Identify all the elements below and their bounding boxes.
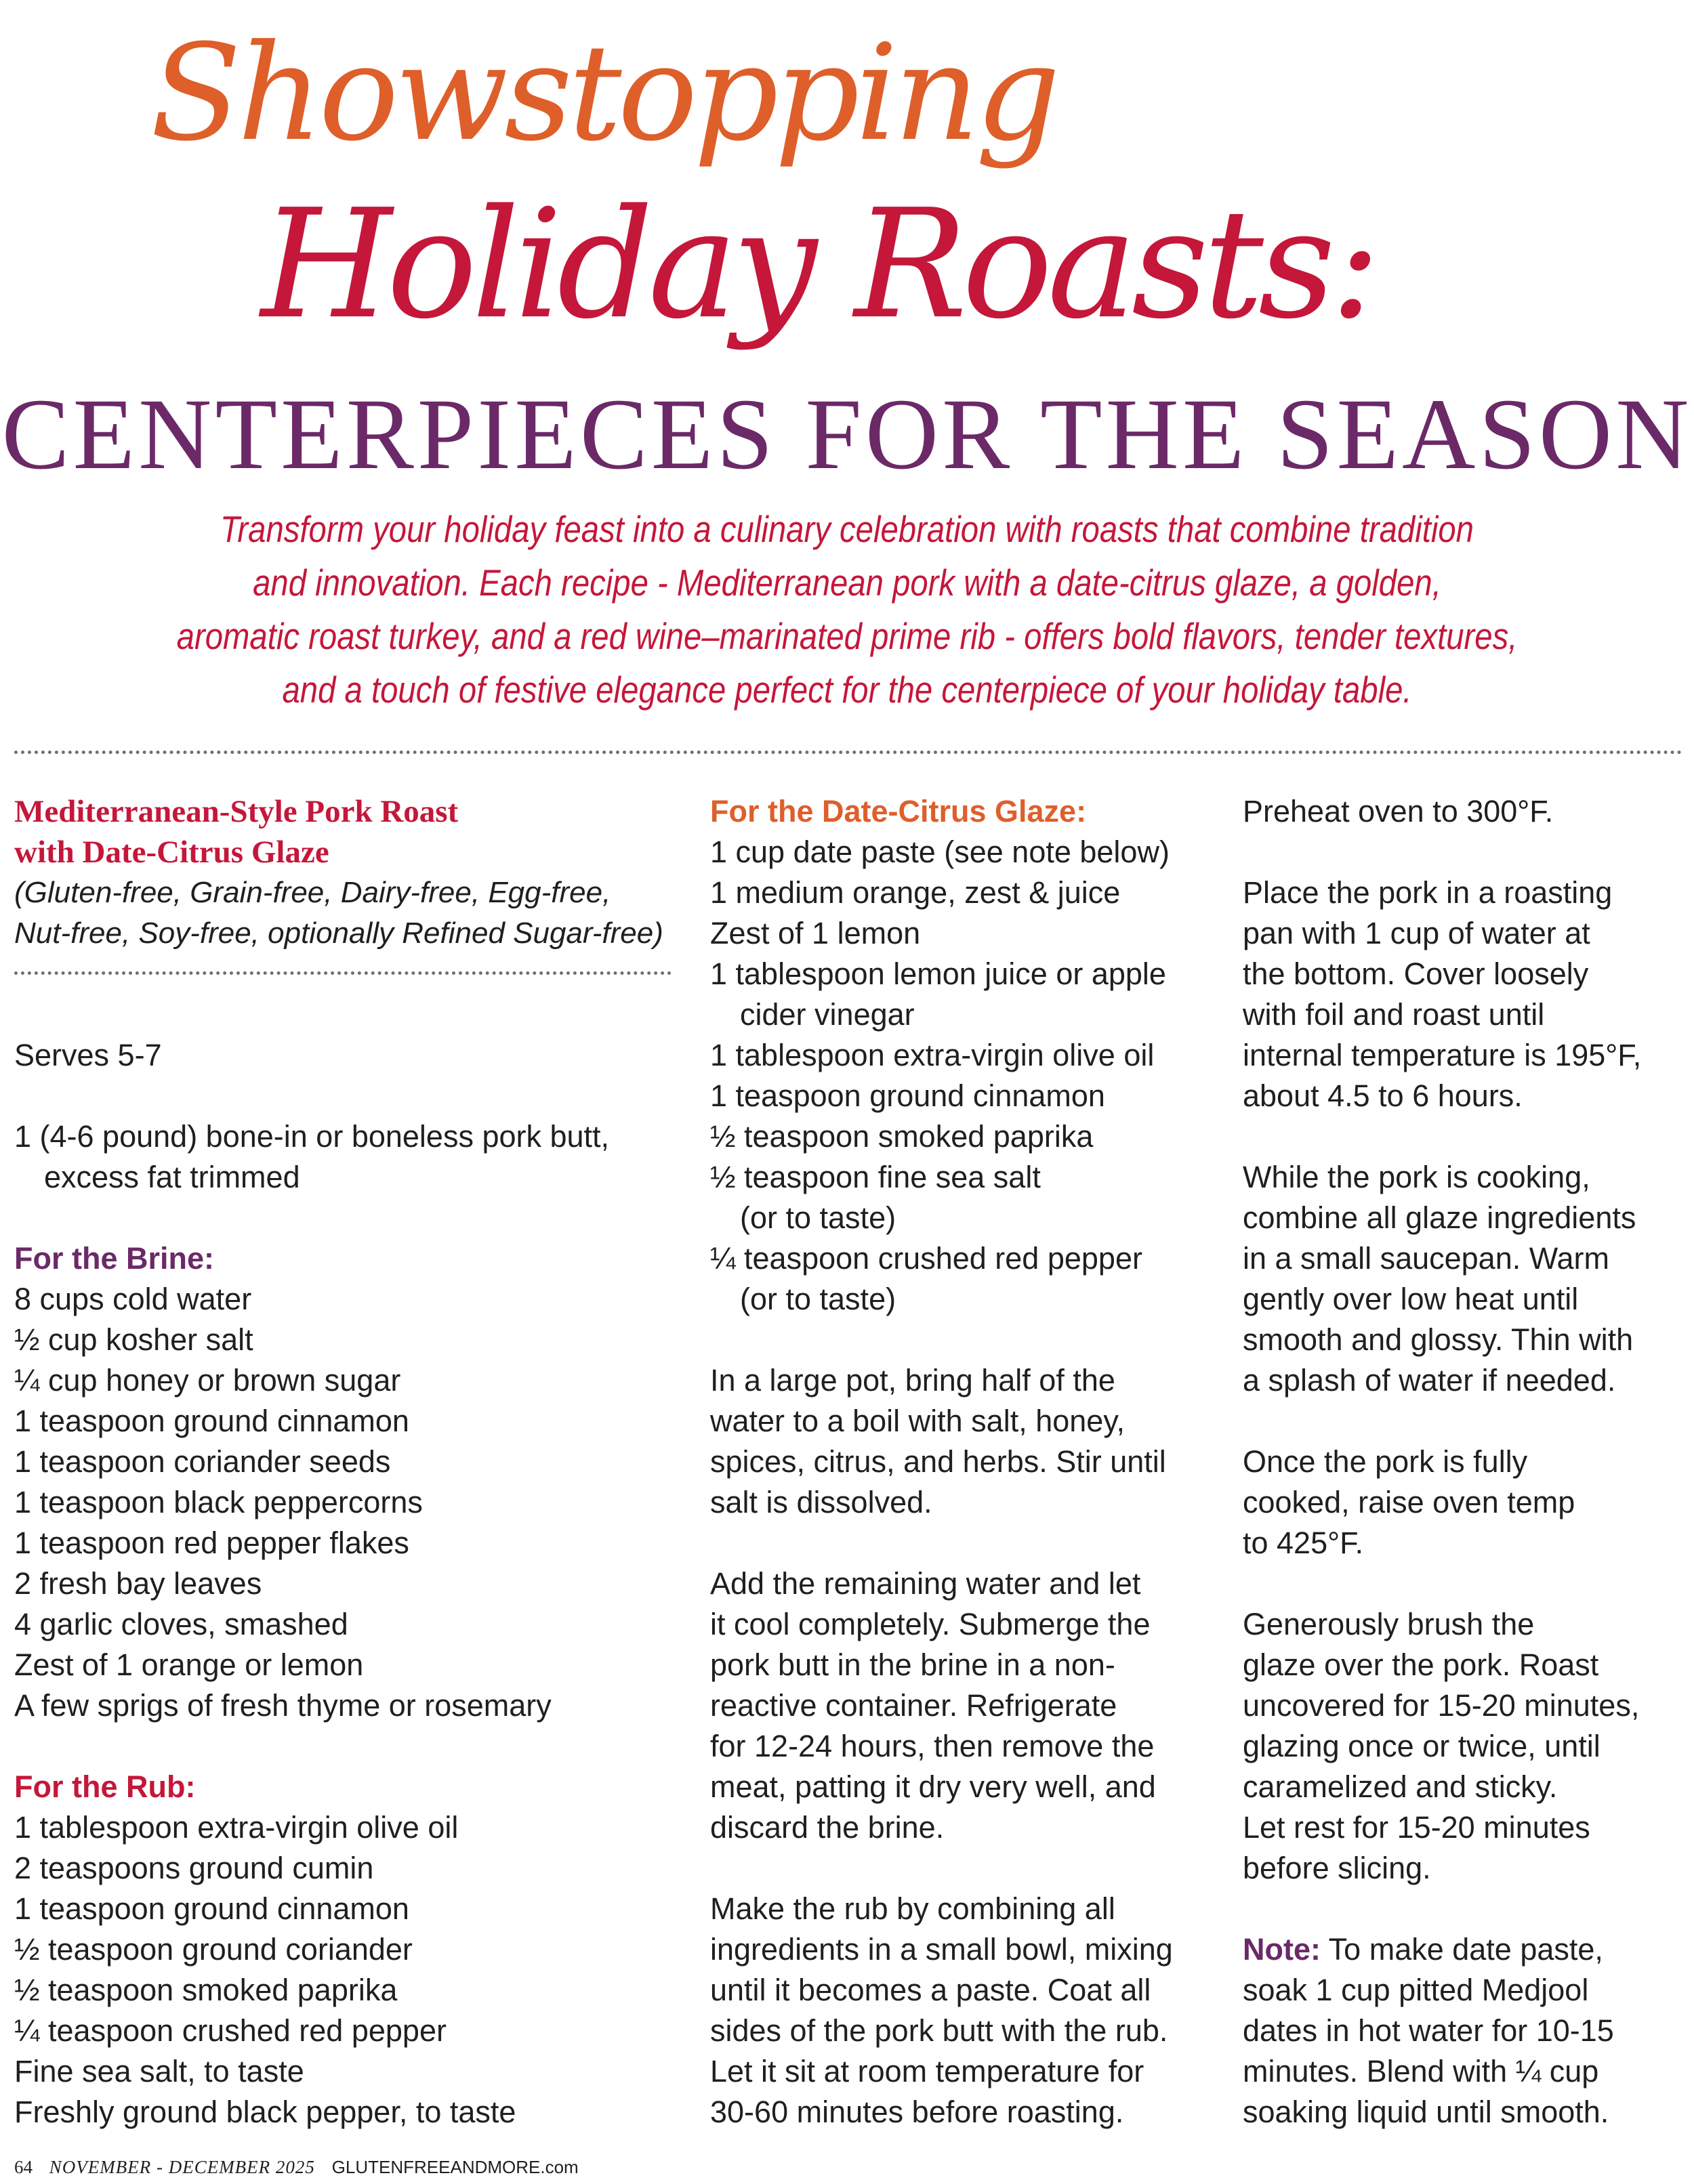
main-ingredient: 1 (4-6 pound) bone-in or boneless pork butt, — [14, 1119, 610, 1154]
title-holiday-roasts: Holiday Roasts: — [261, 177, 1376, 352]
step-preheat: Preheat oven to 300°F. — [1243, 794, 1554, 828]
step-line: Once the pork is fully — [1243, 1444, 1528, 1479]
brine-item: Zest of 1 orange or lemon — [14, 1647, 364, 1682]
step-line: sides of the pork butt with the rub. — [710, 2013, 1168, 2048]
intro-paragraph — [0, 503, 1694, 717]
glaze-item: ½ teaspoon smoked paprika — [710, 1119, 1094, 1154]
glaze-item: 1 tablespoon extra-virgin olive oil — [710, 1038, 1155, 1072]
step-rub — [710, 1889, 1225, 2133]
note-line: dates in hot water for 10-15 — [1243, 2013, 1614, 2048]
dietary-info-line2: Nut-free, Soy-free, optionally Refined Sugar-free) — [14, 917, 663, 950]
column-middle — [710, 791, 1225, 2133]
rub-item: 2 teaspoons ground cumin — [14, 1851, 374, 1885]
rub-heading: For the Rub: — [14, 1769, 196, 1804]
main-ingredient-cont: excess fat trimmed — [44, 1160, 300, 1194]
rub-item: Fine sea salt, to taste — [14, 2054, 304, 2088]
section-divider — [14, 751, 1682, 754]
issue-date: NOVEMBER - DECEMBER 2025 — [49, 2157, 315, 2177]
rub-item: 1 teaspoon ground cinnamon — [14, 1891, 409, 1926]
step-line: with foil and roast until — [1243, 997, 1545, 1032]
step-line: Generously brush the — [1243, 1607, 1535, 1641]
brine-item: 8 cups cold water — [14, 1282, 252, 1316]
step-raise-temp — [1243, 1442, 1690, 1563]
glaze-item-cont: (or to taste) — [740, 1200, 896, 1235]
intro-line: Transform your holiday feast into a culinary celebration with roasts that combine tradition — [220, 508, 1474, 550]
rub-item: 1 tablespoon extra-virgin olive oil — [14, 1810, 459, 1845]
step-line: Make the rub by combining all — [710, 1891, 1115, 1926]
note-first-line — [1243, 1929, 1690, 1970]
step-line: water to a boil with salt, honey, — [710, 1404, 1125, 1438]
step-line: While the pork is cooking, — [1243, 1160, 1590, 1194]
title-showstopping: Showstopping — [150, 16, 1056, 171]
step-line: meat, patting it dry very well, and — [710, 1769, 1156, 1804]
step-line: in a small saucepan. Warm — [1243, 1241, 1610, 1276]
glaze-item-cont: cider vinegar — [740, 997, 915, 1032]
note-line: soaking liquid until smooth. — [1243, 2095, 1609, 2129]
note-text: To make date paste, — [1320, 1932, 1603, 1967]
step-line: pork butt in the brine in a non- — [710, 1647, 1115, 1682]
step-line: caramelized and sticky. — [1243, 1769, 1558, 1804]
step-line: uncovered for 15-20 minutes, — [1243, 1688, 1640, 1723]
step-line: glazing once or twice, until — [1243, 1729, 1600, 1763]
step-line: internal temperature is 195°F, — [1243, 1038, 1642, 1072]
glaze-item: Zest of 1 lemon — [710, 916, 921, 950]
step-line: salt is dissolved. — [710, 1485, 932, 1519]
step-line: smooth and glossy. Thin with — [1243, 1322, 1634, 1357]
column-right — [1243, 791, 1690, 2133]
step-line: In a large pot, bring half of the — [710, 1363, 1115, 1398]
step-line: combine all glaze ingredients — [1243, 1200, 1636, 1235]
recipe-divider — [14, 971, 672, 975]
step-line: it cool completely. Submerge the — [710, 1607, 1151, 1641]
step-line: a splash of water if needed. — [1243, 1363, 1616, 1398]
step-line: for 12-24 hours, then remove the — [710, 1729, 1155, 1763]
note-block — [1243, 1929, 1690, 2133]
step-roast — [1243, 873, 1690, 1116]
step-line: Let rest for 15-20 minutes — [1243, 1810, 1590, 1845]
step-line: Place the pork in a roasting — [1243, 875, 1613, 910]
dietary-info-line1: (Gluten-free, Grain-free, Dairy-free, Egg-free, — [14, 876, 611, 909]
brine-item: 1 teaspoon red pepper flakes — [14, 1526, 409, 1560]
step-glaze — [1243, 1157, 1690, 1401]
glaze-item: 1 medium orange, zest & juice — [710, 875, 1121, 910]
step-line: pan with 1 cup of water at — [1243, 916, 1590, 950]
glaze-item-cont: (or to taste) — [740, 1282, 896, 1316]
step-line: gently over low heat until — [1243, 1282, 1579, 1316]
brine-item: 2 fresh bay leaves — [14, 1566, 262, 1601]
step-line: ingredients in a small bowl, mixing — [710, 1932, 1173, 1967]
intro-line: aromatic roast turkey, and a red wine–marinated prime rib - offers bold flavors, tender textures, — [176, 615, 1518, 657]
brine-item: 1 teaspoon ground cinnamon — [14, 1404, 409, 1438]
glaze-item: 1 tablespoon lemon juice or apple — [710, 957, 1166, 991]
step-line: before slicing. — [1243, 1851, 1431, 1885]
step-line: Add the remaining water and let — [710, 1566, 1141, 1601]
step-line: Let it sit at room temperature for — [710, 2054, 1144, 2088]
serves-text: Serves 5-7 — [14, 1038, 162, 1072]
step-line: reactive container. Refrigerate — [710, 1688, 1117, 1723]
step-brush-glaze — [1243, 1604, 1690, 1889]
page-number: 64 — [14, 2157, 33, 2177]
recipe-divider-wrap — [14, 954, 685, 994]
glaze-item: ½ teaspoon fine sea salt — [710, 1160, 1041, 1194]
column-left — [14, 791, 685, 2133]
brine-item: A few sprigs of fresh thyme or rosemary — [14, 1688, 552, 1723]
step-line: discard the brine. — [710, 1810, 945, 1845]
step-line: to 425°F. — [1243, 1526, 1364, 1560]
rub-item: ½ teaspoon ground coriander — [14, 1932, 413, 1967]
website-link[interactable]: GLUTENFREEANDMORE.com — [331, 2157, 579, 2177]
step-line: the bottom. Cover loosely — [1243, 957, 1589, 991]
step-line: about 4.5 to 6 hours. — [1243, 1078, 1523, 1113]
rub-item: Freshly ground black pepper, to taste — [14, 2095, 516, 2129]
glaze-item: 1 teaspoon ground cinnamon — [710, 1078, 1105, 1113]
step-line: until it becomes a paste. Coat all — [710, 1973, 1151, 2007]
note-label: Note: — [1243, 1932, 1321, 1967]
intro-line: and innovation. Each recipe - Mediterranean pork with a date-citrus glaze, a golden, — [253, 562, 1441, 604]
brine-item: ½ cup kosher salt — [14, 1322, 253, 1357]
intro-line: and a touch of festive elegance perfect for the centerpiece of your holiday table. — [282, 669, 1412, 711]
step-line: glaze over the pork. Roast — [1243, 1647, 1599, 1682]
brine-item: 1 teaspoon black peppercorns — [14, 1485, 423, 1519]
recipe-title-line2: with Date-Citrus Glaze — [14, 835, 329, 870]
rub-item: ½ teaspoon smoked paprika — [14, 1973, 398, 2007]
recipe-title-line1: Mediterranean-Style Pork Roast — [14, 794, 459, 829]
note-line: soak 1 cup pitted Medjool — [1243, 1973, 1589, 2007]
glaze-heading: For the Date-Citrus Glaze: — [710, 794, 1087, 828]
note-line: minutes. Blend with ¼ cup — [1243, 2054, 1599, 2088]
step-line: cooked, raise oven temp — [1243, 1485, 1575, 1519]
brine-item: 1 teaspoon coriander seeds — [14, 1444, 391, 1479]
step-submerge — [710, 1563, 1225, 1848]
brine-heading: For the Brine: — [14, 1241, 215, 1276]
step-line: spices, citrus, and herbs. Stir until — [710, 1444, 1166, 1479]
title-centerpieces: CENTERPIECES FOR THE SEASON — [1, 378, 1693, 490]
page-footer — [14, 2157, 591, 2178]
step-line: 30-60 minutes before roasting. — [710, 2095, 1124, 2129]
glaze-item: 1 cup date paste (see note below) — [710, 835, 1170, 869]
glaze-item: ¼ teaspoon crushed red pepper — [710, 1241, 1142, 1276]
brine-item: ¼ cup honey or brown sugar — [14, 1363, 401, 1398]
step-brine — [710, 1360, 1225, 1523]
rub-item: ¼ teaspoon crushed red pepper — [14, 2013, 447, 2048]
brine-item: 4 garlic cloves, smashed — [14, 1607, 348, 1641]
